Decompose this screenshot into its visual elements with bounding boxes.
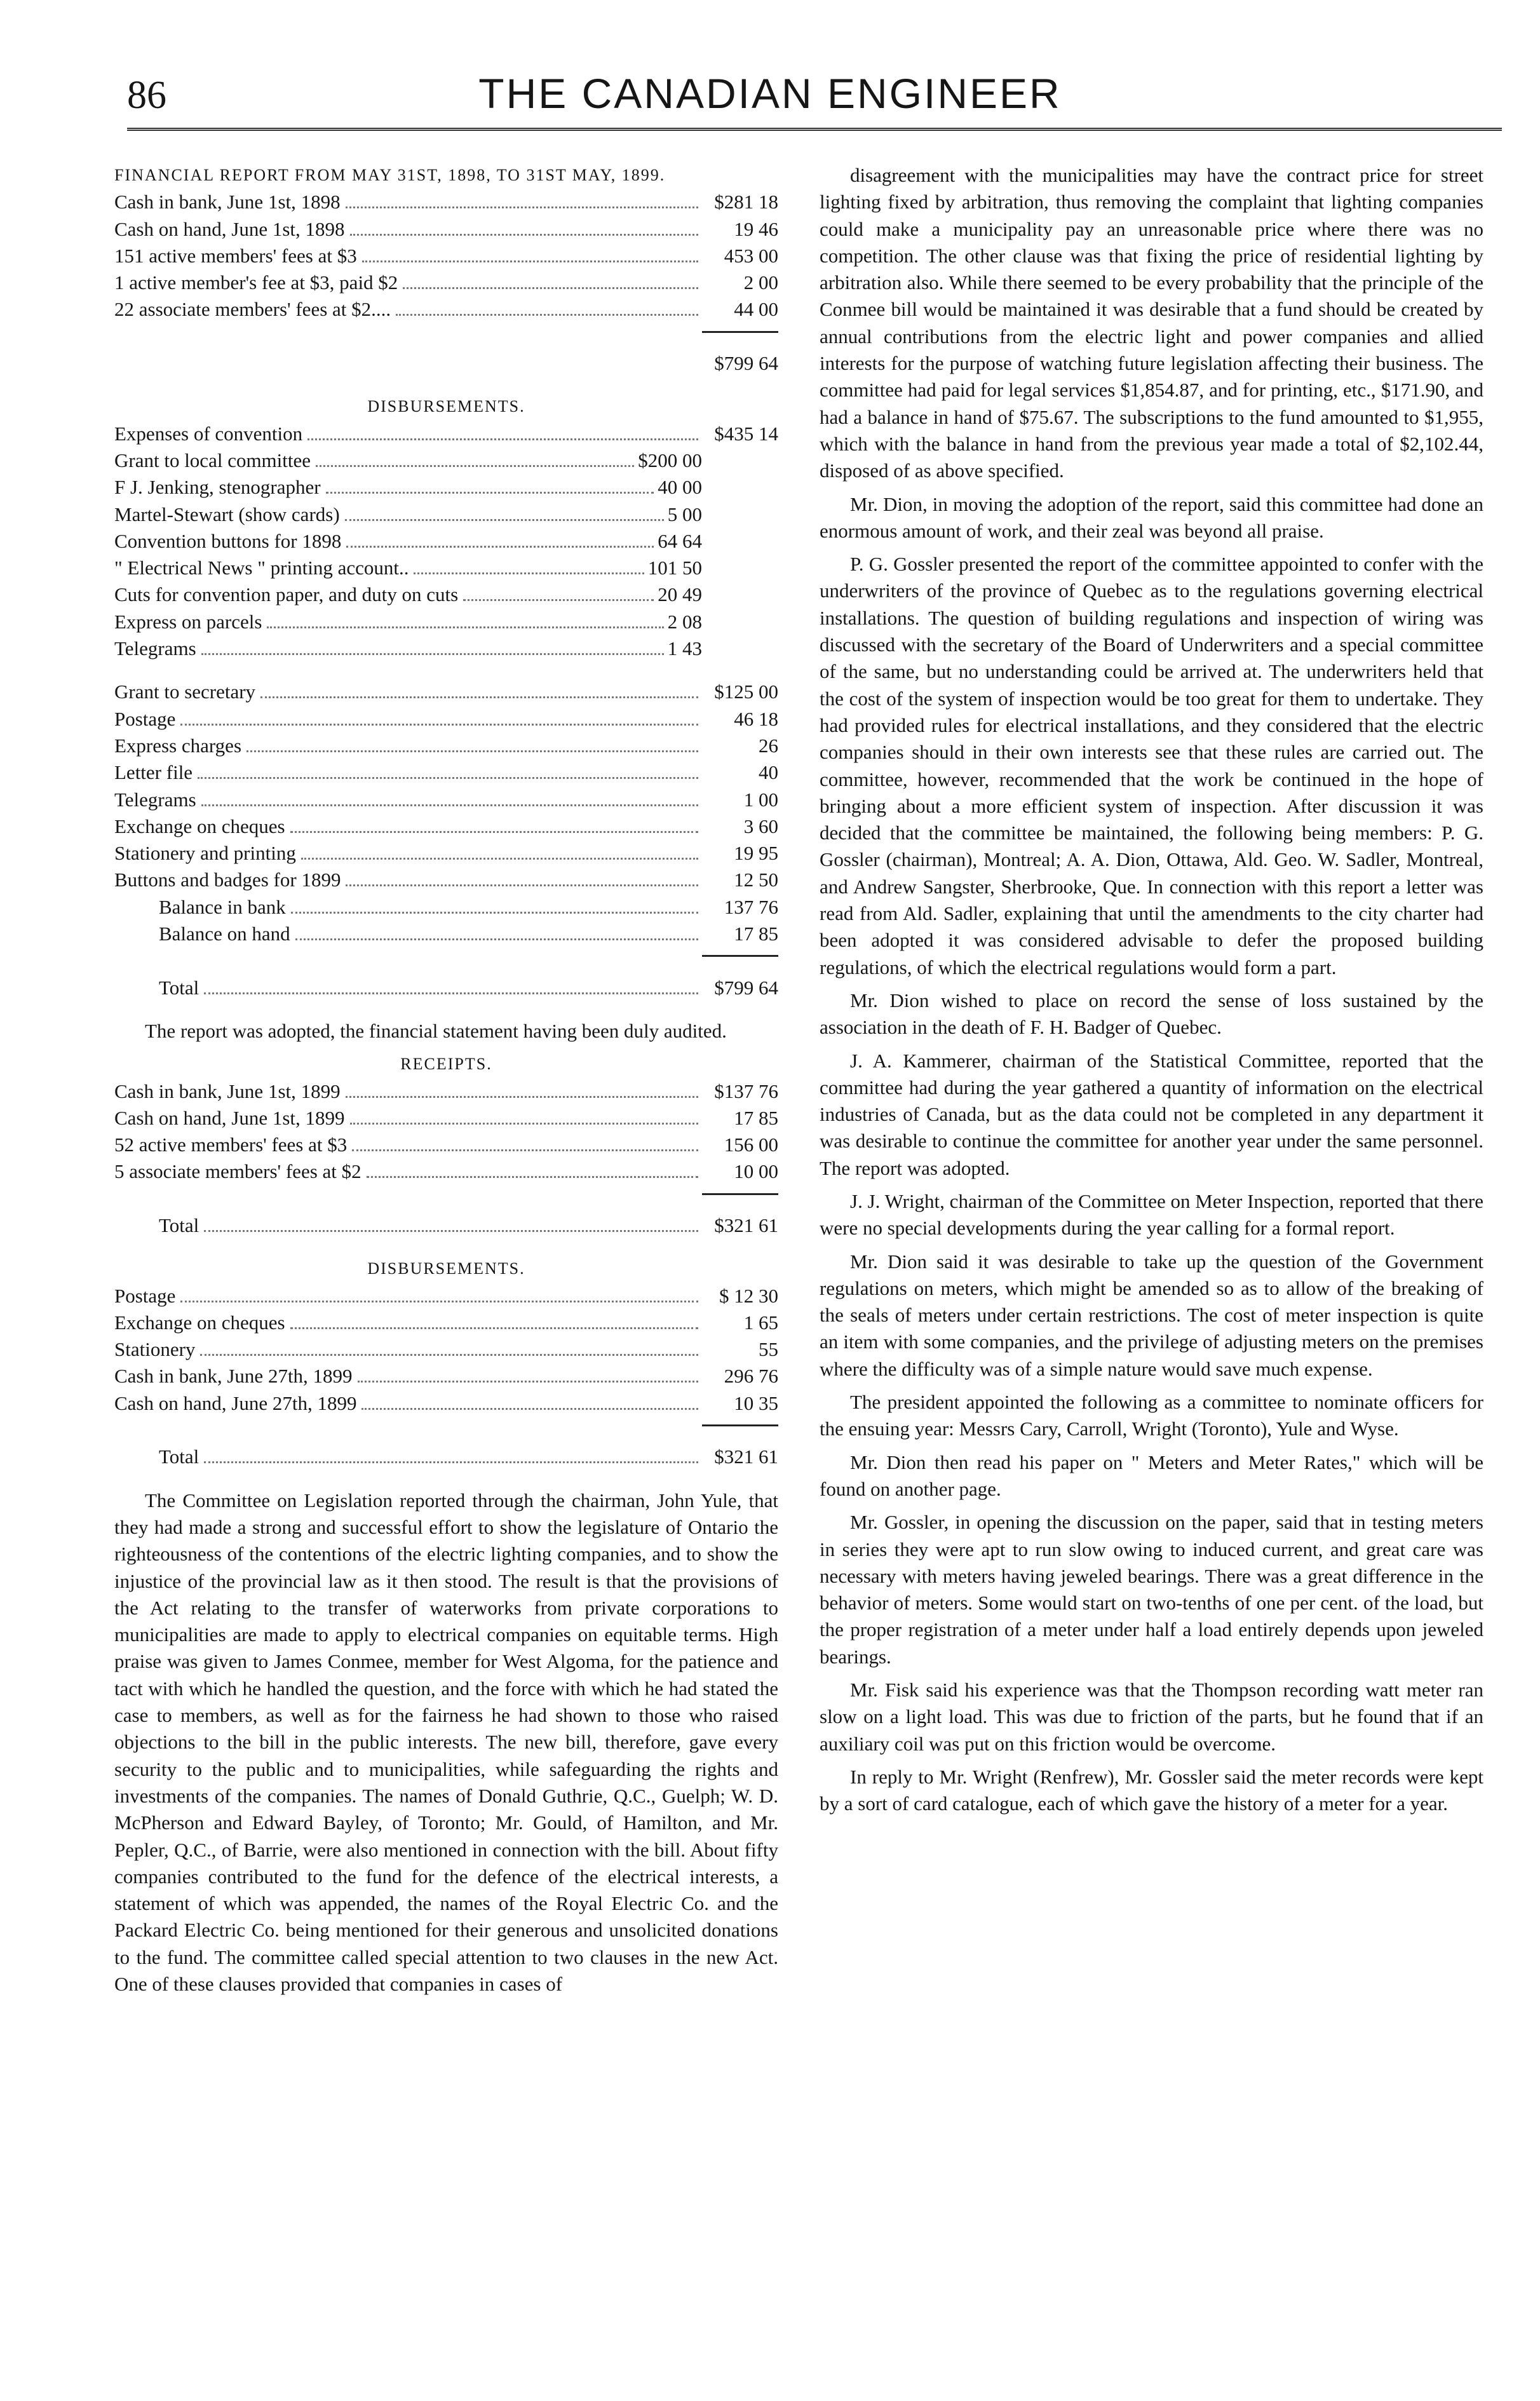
receipts-list	[114, 1078, 778, 1186]
disbursements-1899-heading: DISBURSEMENTS.	[367, 1259, 525, 1278]
paragraph: In reply to Mr. Wright (Renfrew), Mr. Gossler said the meter records were kept by a sort of card catalogue, each of which gave the history of a meter for a year.	[820, 1765, 1483, 1815]
ledger-label: 1 active member's fee at $3, paid $2	[114, 271, 398, 294]
ledger-label: Stationery	[114, 1338, 196, 1361]
left-body-text	[114, 1487, 778, 1998]
balances-list	[114, 894, 778, 948]
ledger-amount: $137 76	[714, 1079, 778, 1102]
ledger-label: Express on parcels	[114, 610, 262, 633]
right-column	[820, 162, 1483, 1824]
ledger-amount: 26	[759, 734, 778, 757]
ledger-row	[114, 635, 778, 662]
ledger-subamount: $200 00	[638, 449, 702, 471]
ledger-row	[114, 1390, 778, 1417]
page-header	[0, 60, 1540, 130]
ledger-label: Cash on hand, June 1st, 1898	[114, 217, 345, 240]
financial-total-row	[114, 975, 778, 1001]
ledger-subamount: 64 64	[658, 529, 702, 552]
total-label: Total	[159, 1214, 199, 1236]
ledger-amount: 19 46	[734, 217, 778, 240]
ledger-amount: 19 95	[734, 842, 778, 865]
ledger-subamount: 2 08	[667, 610, 702, 633]
ledger-label: Balance on hand	[159, 923, 290, 945]
ledger-row	[114, 189, 778, 215]
ledger-row	[114, 528, 778, 555]
paragraph: The Committee on Legislation reported through the chairman, John Yule, that they had made a strong and successful effort to show the legislature of Ontario the righteousness of the contentions of the electric lighting companies, and to show the injustice of the provincial law as it then stood. The result is that the provisions of the Act relating to the transfer of waterworks from private corporations to municipalities are made to apply to electrical companies on equitable terms. High praise was given to James Conmee, member for West Algoma, for the patience and tact with which he handled the question, and the force with which he had stated the case to members, as well as for the fairness he had shown to those who raised objections to the bill in the public interests. The new bill, therefore, gave every security to the public and to municipalities, while safeguarding the rights and investments of the companies. The names of Donald Guthrie, Q.C., Guelph; W. D. McPherson and Edward Bayley, of Toronto; Mr. Gould, of Hamilton, and Mr. Pepler, Q.C., of Barrie, were also mentioned in connection with the bill. About fifty companies contributed to the fund for the defence of the electrical interests, a statement of which was appended, the names of the Royal Electric Co. and the Packard Electric Co. being mentioned for their generous and unsolicited donations to the fund. The committee called special attention to two clauses in the new Act. One of these clauses provided that companies in cases of	[114, 1489, 778, 1995]
ledger-row	[114, 501, 778, 528]
disbursements-group-1	[114, 421, 778, 663]
ledger-label: Cash on hand, June 1st, 1899	[114, 1106, 345, 1129]
ledger-label: Exchange on cheques	[114, 1311, 285, 1334]
ledger-row	[114, 840, 778, 867]
income-total: $799 64	[714, 352, 778, 375]
disbursements-group-2	[114, 679, 778, 893]
paragraph: Mr. Fisk said his experience was that the Thompson recording watt meter ran slow on a light load. This was due to friction of the parts, but he found that if an auxiliary coil was put on this friction would be overcome.	[820, 1679, 1483, 1755]
header-rule	[127, 128, 1502, 131]
ledger-row	[114, 269, 778, 296]
ledger-row	[114, 1158, 778, 1185]
ledger-subamount: 5 00	[667, 503, 702, 525]
ledger-row	[114, 679, 778, 705]
ledger-amount: $281 18	[714, 191, 778, 213]
ledger-amount: 12 50	[734, 869, 778, 891]
paragraph: J. A. Kammerer, chairman of the Statistical Committee, reported that the committee had during the year gathered a quantity of information on the electrical industries of Canada, but as the data could not be completed in any department it was desirable to continue the committee for another year under the same personnel. The report was adopted.	[820, 1049, 1483, 1179]
ledger-row	[114, 1309, 778, 1336]
sum-rule	[114, 947, 778, 974]
ledger-row	[114, 894, 778, 921]
ledger-label: 151 active members' fees at $3	[114, 244, 357, 267]
ledger-label: Cuts for convention paper, and duty on cuts	[114, 583, 459, 606]
ledger-amount: $435 14	[714, 422, 778, 445]
disbursements-1899-total: $321 61	[714, 1445, 778, 1468]
ledger-row	[114, 706, 778, 733]
ledger-row	[114, 1105, 778, 1132]
ledger-amount: 46 18	[734, 707, 778, 730]
ledger-amount: 1 00	[743, 788, 778, 811]
ledger-amount: 10 35	[734, 1391, 778, 1414]
ledger-amount: $ 12 30	[719, 1284, 778, 1307]
ledger-label: Expenses of convention	[114, 422, 303, 445]
disbursements-heading: DISBURSEMENTS.	[367, 397, 525, 416]
ledger-label: Stationery and printing	[114, 842, 296, 865]
ledger-row	[114, 1283, 778, 1309]
ledger-amount: 3 60	[743, 815, 778, 837]
ledger-amount: 137 76	[724, 895, 778, 918]
adopted-note: The report was adopted, the financial statement having been duly audited.	[145, 1019, 727, 1042]
ledger-amount: $125 00	[714, 680, 778, 703]
ledger-row	[114, 1336, 778, 1363]
paragraph: The president appointed the following as a committee to nominate officers for the ensuing year: Messrs Cary, Carroll, Wright (Toronto), Yule and Wyse.	[820, 1391, 1483, 1440]
ledger-amount: 55	[759, 1338, 778, 1361]
paragraph: Mr. Gossler, in opening the discussion on the paper, said that in testing meters in series they were apt to run slow owing to induced current, and great care was necessary with meters having jeweled bearings. There was a great difference in the behavior of meters. Some would start on two-tenths of one per cent. of the load, but the proper registration of a meter under half a load entirely depends upon jeweled bearings.	[820, 1511, 1483, 1668]
receipts-heading: RECEIPTS.	[400, 1055, 492, 1074]
total-label: Total	[159, 1445, 199, 1468]
ledger-label: Exchange on cheques	[114, 815, 285, 837]
ledger-amount: 40	[759, 761, 778, 784]
financial-total: $799 64	[714, 976, 778, 999]
ledger-row	[114, 1078, 778, 1105]
disbursements-1899-total-row	[114, 1444, 778, 1470]
paragraph: Mr. Dion, in moving the adoption of the report, said this committee had done an enormous amount of work, and their zeal was beyond all praise.	[820, 492, 1483, 542]
ledger-label: Cash in bank, June 1st, 1899	[114, 1079, 341, 1102]
ledger-subamount: 20 49	[658, 583, 702, 606]
ledger-label: Telegrams	[114, 788, 196, 811]
sum-rule	[114, 323, 778, 350]
ledger-label: F J. Jenking, stenographer	[114, 476, 321, 499]
ledger-row	[114, 609, 778, 635]
left-column	[114, 162, 778, 2004]
ledger-amount: 453 00	[724, 244, 778, 267]
ledger-label: Grant to local committee	[114, 449, 311, 471]
ledger-row	[114, 733, 778, 759]
ledger-label: Cash in bank, June 1st, 1898	[114, 191, 341, 213]
ledger-label: 22 associate members' fees at $2....	[114, 298, 391, 321]
ledger-label: Postage	[114, 1284, 176, 1307]
ledger-amount: 44 00	[734, 298, 778, 321]
paragraph: disagreement with the municipalities may have the contract price for street lighting fixed by arbitration, thus removing the complaint that lighting companies could make a municipality pay an unreasonable price where there was no competition. The other clause was that fixing the price of residential lighting by arbitration also. While there seemed to be every probability that the principle of the Conmee bill would be maintained it was desirable that a fund should be created by annual contributions from the electric light and power companies and allied interests for the purpose of watching future legislation affecting their business. The committee had paid for legal services $1,854.87, and for printing, etc., $171.90, and had a balance in hand of $75.67. The subscriptions to the fund amounted to $1,955, which with the balance in hand from the previous year made a total of $2,102.44, disposed of as above specified.	[820, 164, 1483, 482]
ledger-amount: 296 76	[724, 1365, 778, 1388]
journal-title: THE CANADIAN ENGINEER	[478, 70, 1062, 117]
ledger-amount: 10 00	[734, 1160, 778, 1183]
ledger-label: Postage	[114, 707, 176, 730]
ledger-row	[114, 581, 778, 608]
paragraph: P. G. Gossler presented the report of the committee appointed to confer with the underwriters of the province of Quebec as to the regulations governing electrical installations. The question of building regulations and inspection of wiring was discussed with the secretary of the Board of Underwriters and a special committee of the same, but no understanding could be arrived at. The underwriters held that the cost of the system of inspection would be too great for them to undertake. They had provided rules for electrical installations, and they considered that the electric companies should in their own interests see that these rules are carried out. The committee, however, recommended that the work be continued in the hope of bringing about a more efficient system of inspection. After discussion it was decided that the committee be maintained, the following being members: P. G. Gossler (chairman), Montreal; A. A. Dion, Ottawa, Ald. Geo. W. Sadler, Montreal, and Andrew Sangster, Sherbrooke, Que. In connection with this report a letter was read from Ald. Sadler, explaining that until the amendments to the city charter had been adopted it was considered advisable to defer the proposed building regulations, of which the electrical regulations would form a part.	[820, 553, 1483, 978]
ledger-row	[114, 296, 778, 323]
ledger-amount: 156 00	[724, 1133, 778, 1156]
ledger-label: Cash on hand, June 27th, 1899	[114, 1391, 357, 1414]
ledger-label: " Electrical News " printing account..	[114, 557, 409, 579]
ledger-label: Buttons and badges for 1899	[114, 869, 341, 891]
ledger-subamount: 40 00	[658, 476, 702, 499]
ledger-subamount: 1 43	[667, 637, 702, 660]
ledger-amount: 17 85	[734, 1106, 778, 1129]
right-body-text	[820, 162, 1483, 1818]
ledger-amount: 17 85	[734, 923, 778, 945]
paragraph: Mr. Dion said it was desirable to take up the question of the Government regulations on meters, which might be amended so as to allow of the breaking of the seals of meters under certain restrictions. The cost of meter inspection is quite an item with some companies, and the privilege of adjusting meters on the premises where the difficulty was of a simple nature would save much expense.	[820, 1250, 1483, 1380]
ledger-row	[114, 555, 778, 581]
ledger-row	[114, 243, 778, 269]
total-label: Total	[159, 976, 199, 999]
ledger-row	[114, 1132, 778, 1158]
financial-report-heading: FINANCIAL REPORT FROM MAY 31ST, 1898, TO 31ST MAY, 1899.	[114, 166, 666, 184]
disbursements-1899-list	[114, 1283, 778, 1417]
ledger-row	[114, 447, 778, 474]
ledger-row	[114, 921, 778, 947]
ledger-row	[114, 867, 778, 893]
ledger-row	[114, 759, 778, 786]
sum-rule	[114, 1186, 778, 1212]
ledger-label: Grant to secretary	[114, 680, 256, 703]
ledger-subamount: 101 50	[647, 557, 702, 579]
ledger-label: Martel-Stewart (show cards)	[114, 503, 340, 525]
page-number: 86	[127, 74, 166, 117]
ledger-amount: 1 65	[743, 1311, 778, 1334]
income-list	[114, 189, 778, 323]
ledger-row	[114, 421, 778, 447]
ledger-row	[114, 813, 778, 840]
ledger-label: Cash in bank, June 27th, 1899	[114, 1365, 353, 1388]
income-total-row	[114, 350, 778, 377]
sum-rule	[114, 1417, 778, 1444]
ledger-label: Letter file	[114, 761, 193, 784]
ledger-label: Express charges	[114, 734, 242, 757]
ledger-label: 52 active members' fees at $3	[114, 1133, 348, 1156]
ledger-label: Telegrams	[114, 637, 196, 660]
ledger-row	[114, 216, 778, 243]
paragraph: Mr. Dion wished to place on record the sense of loss sustained by the association in the death of F. H. Badger of Quebec.	[820, 989, 1483, 1039]
ledger-row	[114, 474, 778, 501]
ledger-amount: 2 00	[743, 271, 778, 294]
ledger-label: Balance in bank	[159, 895, 286, 918]
receipts-total-row	[114, 1212, 778, 1239]
receipts-total: $321 61	[714, 1214, 778, 1236]
ledger-row	[114, 787, 778, 813]
paragraph: J. J. Wright, chairman of the Committee on Meter Inspection, reported that there were no special developments during the year calling for a formal report.	[820, 1189, 1483, 1240]
ledger-label: Convention buttons for 1898	[114, 529, 342, 552]
ledger-label: 5 associate members' fees at $2	[114, 1160, 361, 1183]
ledger-row	[114, 1363, 778, 1390]
paragraph: Mr. Dion then read his paper on " Meters and Meter Rates," which will be found on another page.	[820, 1451, 1483, 1500]
